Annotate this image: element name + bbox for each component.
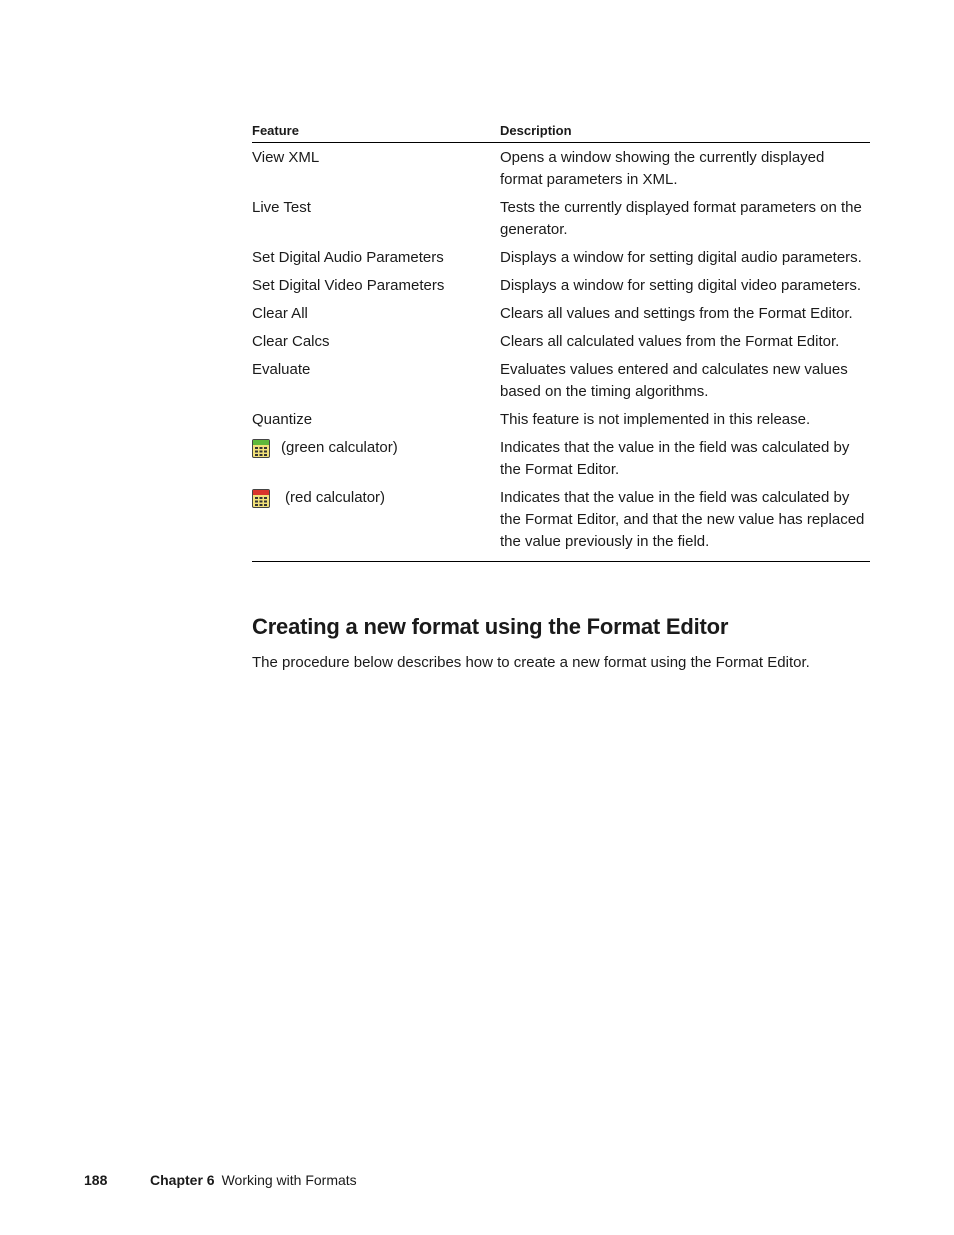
- feature-cell: Clear Calcs: [252, 333, 330, 350]
- description-cell: Clears all values and settings from the Format Editor.: [500, 305, 853, 322]
- feature-cell: Evaluate: [252, 361, 311, 378]
- description-cell: Displays a window for setting digital audio parameters.: [500, 249, 862, 266]
- feature-table: [252, 116, 870, 562]
- table-row: [252, 487, 870, 553]
- description-cell: Opens a window showing the currently displayed format parameters in XML.: [500, 149, 825, 188]
- description-cell: Evaluates values entered and calculates new values based on the timing algorithms.: [500, 361, 848, 400]
- chapter-label: Chapter 6: [150, 1172, 215, 1188]
- feature-cell: [252, 487, 500, 553]
- table-row: [252, 359, 870, 403]
- table-row: [252, 409, 870, 431]
- feature-cell: Clear All: [252, 305, 308, 322]
- feature-cell-label: (green calculator): [281, 439, 398, 456]
- feature-cell: Live Test: [252, 199, 311, 216]
- description-cell: Tests the currently displayed format parameters on the generator.: [500, 199, 862, 238]
- table-row: [252, 147, 870, 191]
- red-calculator-icon: [252, 489, 270, 508]
- feature-cell: [252, 437, 500, 481]
- table-row: [252, 437, 870, 481]
- feature-cell: View XML: [252, 149, 320, 166]
- feature-cell: Quantize: [252, 411, 313, 428]
- description-cell: Indicates that the value in the field was calculated by the Format Editor, and that the new value has replaced the value previously in the field.: [500, 489, 865, 550]
- feature-cell: Set Digital Video Parameters: [252, 277, 445, 294]
- description-cell: This feature is not implemented in this release.: [500, 411, 811, 428]
- page-number: 188: [84, 1172, 108, 1188]
- description-cell: Clears all calculated values from the Format Editor.: [500, 333, 840, 350]
- table-row: [252, 303, 870, 325]
- section-title: Creating a new format using the Format Editor: [252, 614, 729, 639]
- table-row: [252, 275, 870, 297]
- feature-cell-label: (red calculator): [285, 489, 386, 506]
- description-cell: Displays a window for setting digital video parameters.: [500, 277, 862, 294]
- chapter-title: Working with Formats: [221, 1172, 357, 1188]
- table-row: [252, 247, 870, 269]
- green-calculator-icon: [252, 439, 270, 458]
- table-row: [252, 197, 870, 241]
- header-feature: Feature: [252, 123, 299, 138]
- table-bottom-rule: [252, 561, 870, 562]
- table-header: [252, 116, 870, 143]
- section-intro: The procedure below describes how to create a new format using the Format Editor.: [252, 654, 810, 671]
- header-description: Description: [500, 123, 572, 138]
- feature-cell: Set Digital Audio Parameters: [252, 249, 444, 266]
- description-cell: Indicates that the value in the field was calculated by the Format Editor.: [500, 439, 850, 478]
- page-footer: [84, 1172, 357, 1188]
- table-row: [252, 331, 870, 353]
